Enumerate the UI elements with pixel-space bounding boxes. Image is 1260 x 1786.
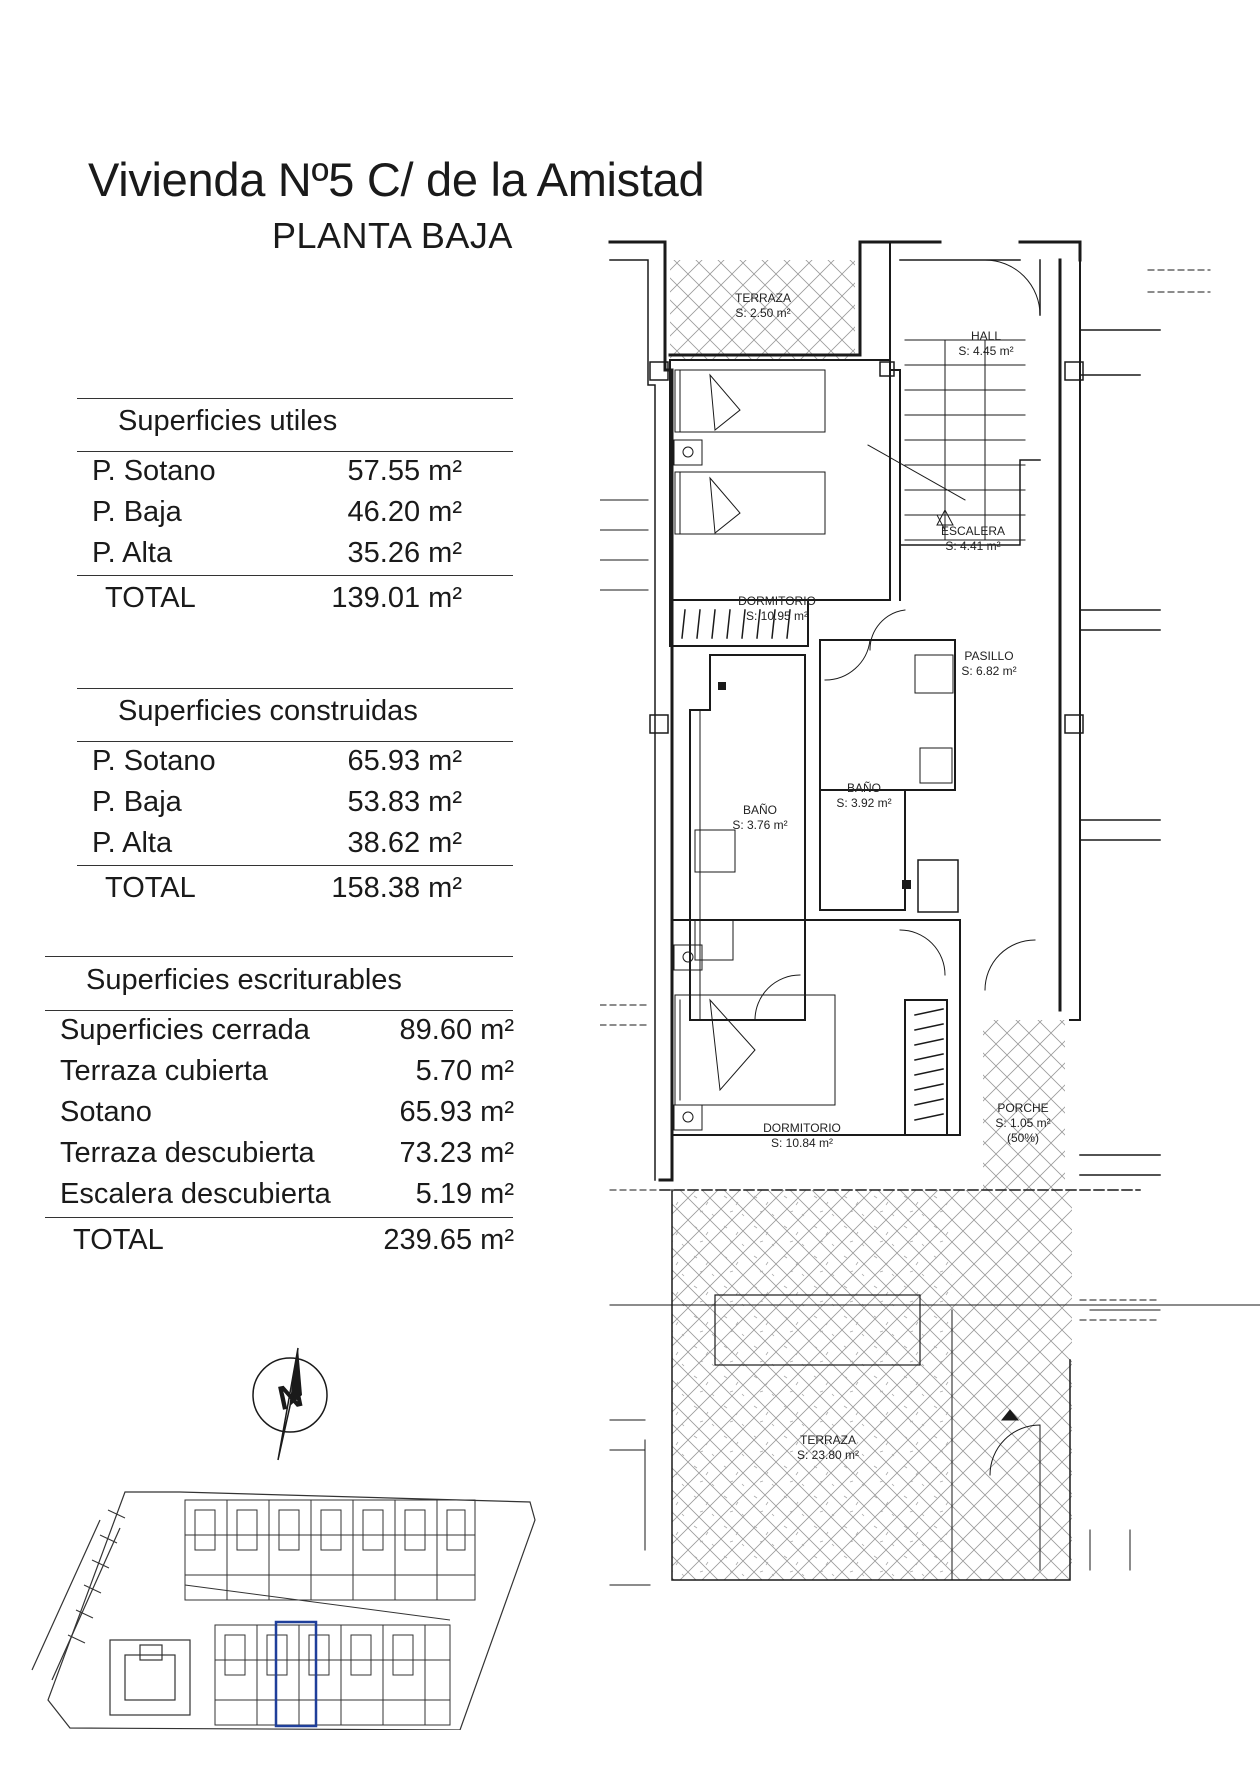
table-divider: [45, 1010, 513, 1011]
table-total-label: TOTAL: [105, 872, 196, 904]
table-divider: [45, 956, 513, 957]
room-area: S: 10.84 m²: [770, 1136, 834, 1150]
room-name: ESCALERA: [940, 524, 1006, 538]
table-divider: [77, 741, 513, 742]
compass-letter: N: [274, 1375, 307, 1419]
table-row-label: P. Sotano: [92, 745, 216, 777]
table-divider: [77, 865, 513, 866]
room-area: S: 3.92 m²: [836, 796, 892, 810]
table-total-value: 239.65 m²: [383, 1224, 514, 1256]
page-subtitle: PLANTA BAJA: [272, 215, 513, 256]
table-total-value: 158.38 m²: [331, 872, 462, 904]
room-name: TERRAZA: [799, 1433, 857, 1447]
table-row-value: 73.23 m²: [399, 1137, 514, 1169]
table-row-label: P. Alta: [92, 827, 173, 859]
room-name: HALL: [970, 329, 1002, 343]
table-total-label: TOTAL: [105, 582, 196, 614]
room-area: S: 3.76 m²: [732, 818, 788, 832]
highlighted-unit: [276, 1622, 316, 1726]
table-row-value: 46.20 m²: [347, 496, 462, 528]
room-name: BAÑO: [742, 803, 778, 817]
table-row-label: Escalera descubierta: [60, 1178, 331, 1210]
table-heading: Superficies escriturables: [86, 964, 402, 996]
table-row-value: 89.60 m²: [399, 1014, 514, 1046]
table-divider: [45, 1217, 513, 1218]
table-heading: Superficies utiles: [118, 405, 338, 437]
room-area: S: 4.41 m²: [945, 539, 1001, 553]
table-row-value: 57.55 m²: [347, 455, 462, 487]
table-row-label: Sotano: [60, 1096, 152, 1128]
room-name: PASILLO: [964, 649, 1014, 663]
table-divider: [77, 688, 513, 689]
table-row-label: Terraza cubierta: [60, 1055, 268, 1087]
table-row-value: 53.83 m²: [347, 786, 462, 818]
table-row-label: Terraza descubierta: [60, 1137, 315, 1169]
north-arrow-icon: [240, 1340, 340, 1470]
table-row-label: P. Sotano: [92, 455, 216, 487]
room-name: DORMITORIO: [763, 1121, 841, 1135]
site-plan-thumbnail: [30, 1480, 540, 1730]
table-row-value: 65.93 m²: [347, 745, 462, 777]
table-row-label: P. Alta: [92, 537, 173, 569]
floor-plan: [600, 230, 1260, 1610]
room-area: S: 1.05 m²: [995, 1116, 1051, 1130]
table-row-value: 35.26 m²: [347, 537, 462, 569]
room-area: S: 2.50 m²: [735, 306, 791, 320]
room-note: (50%): [1006, 1131, 1040, 1145]
room-area: S: 10.95 m²: [745, 609, 809, 623]
table-row-label: P. Baja: [92, 786, 182, 818]
table-row-value: 5.70 m²: [415, 1055, 514, 1087]
table-divider: [77, 575, 513, 576]
table-divider: [77, 451, 513, 452]
room-name: PORCHE: [997, 1101, 1049, 1115]
room-area: S: 6.82 m²: [961, 664, 1017, 678]
table-divider: [77, 398, 513, 399]
room-name: TERRAZA: [734, 291, 792, 305]
table-row-value: 38.62 m²: [347, 827, 462, 859]
table-row-label: Superficies cerrada: [60, 1014, 310, 1046]
page-title: Vivienda Nº5 C/ de la Amistad: [88, 153, 705, 206]
table-total-label: TOTAL: [73, 1224, 164, 1256]
table-total-value: 139.01 m²: [331, 582, 462, 614]
room-name: BAÑO: [846, 781, 882, 795]
room-area: S: 23.80 m²: [796, 1448, 860, 1462]
table-row-label: P. Baja: [92, 496, 182, 528]
table-row-value: 65.93 m²: [399, 1096, 514, 1128]
table-heading: Superficies construidas: [118, 695, 418, 727]
table-row-value: 5.19 m²: [415, 1178, 514, 1210]
room-area: S: 4.45 m²: [958, 344, 1014, 358]
room-name: DORMITORIO: [738, 594, 816, 608]
